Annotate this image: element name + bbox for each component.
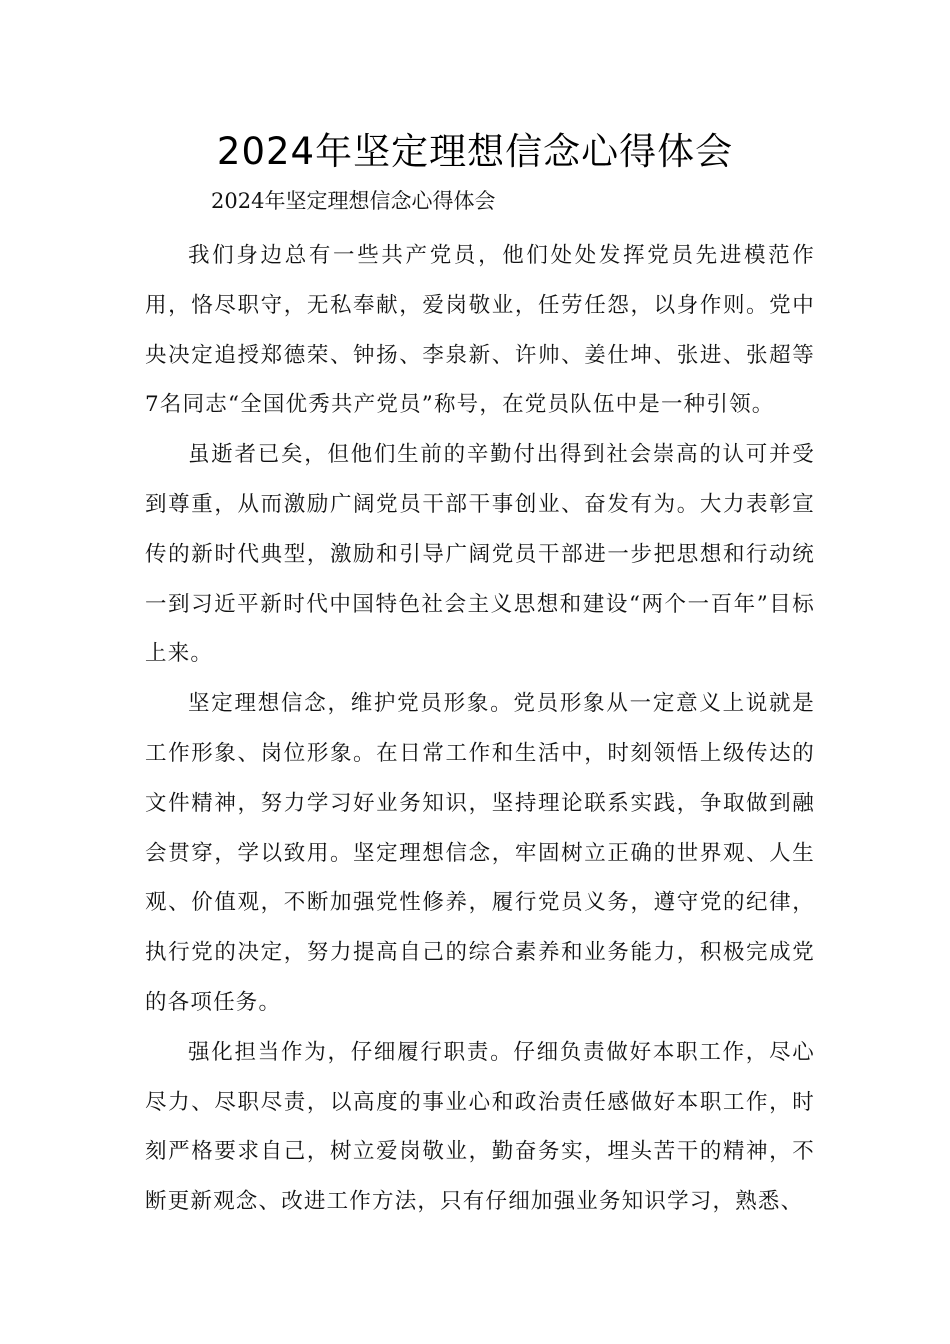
paragraph: 坚定理想信念，维护党员形象。党员形象从一定意义上说就是工作形象、岗位形象。在日常工作和生活中，时刻领悟上级传达的文件精神，努力学习好业务知识，坚持理论联系实践，争取做到融会贯穿，学以致用。坚定理想信念，牢固树立正确的世界观、人生观、价值观，不断加强党性修养，履行党员义务，遵守党的纪律，执行党的决定，努力提高自己的综合素养和业务能力，积极完成党的各项任务。 xyxy=(145,691,815,1015)
document-body xyxy=(145,231,815,1227)
paragraph: 我们身边总有一些共产党员，他们处处发挥党员先进模范作用，恪尽职守，无私奉献，爱岗敬业，任劳任怨，以身作则。党中央决定追授郑德荣、钟扬、李泉新、许帅、姜仕坤、张进、张超等7名同志“全国优秀共产党员”称号，在党员队伍中是一种引领。 xyxy=(145,243,815,418)
document-title: 2024年坚定理想信念心得体会 xyxy=(216,130,734,173)
paragraph: 强化担当作为，仔细履行职责。仔细负责做好本职工作，尽心尽力、尽职尽责，以高度的事业心和政治责任感做好本职工作，时刻严格要求自己，树立爱岗敬业，勤奋务实，埋头苦干的精神，不断更新观念、改进工作方法，只有仔细加强业务知识学习，熟悉、 xyxy=(145,1039,815,1215)
document-subtitle: 2024年坚定理想信念心得体会 xyxy=(211,189,496,213)
paragraph: 虽逝者已矣，但他们生前的辛勤付出得到社会崇高的认可并受到尊重，从而激励广阔党员干部干事创业、奋发有为。大力表彰宣传的新时代典型，激励和引导广阔党员干部进一步把思想和行动统一到习近平新时代中国特色社会主义思想和建设“两个一百年”目标上来。 xyxy=(145,442,815,667)
